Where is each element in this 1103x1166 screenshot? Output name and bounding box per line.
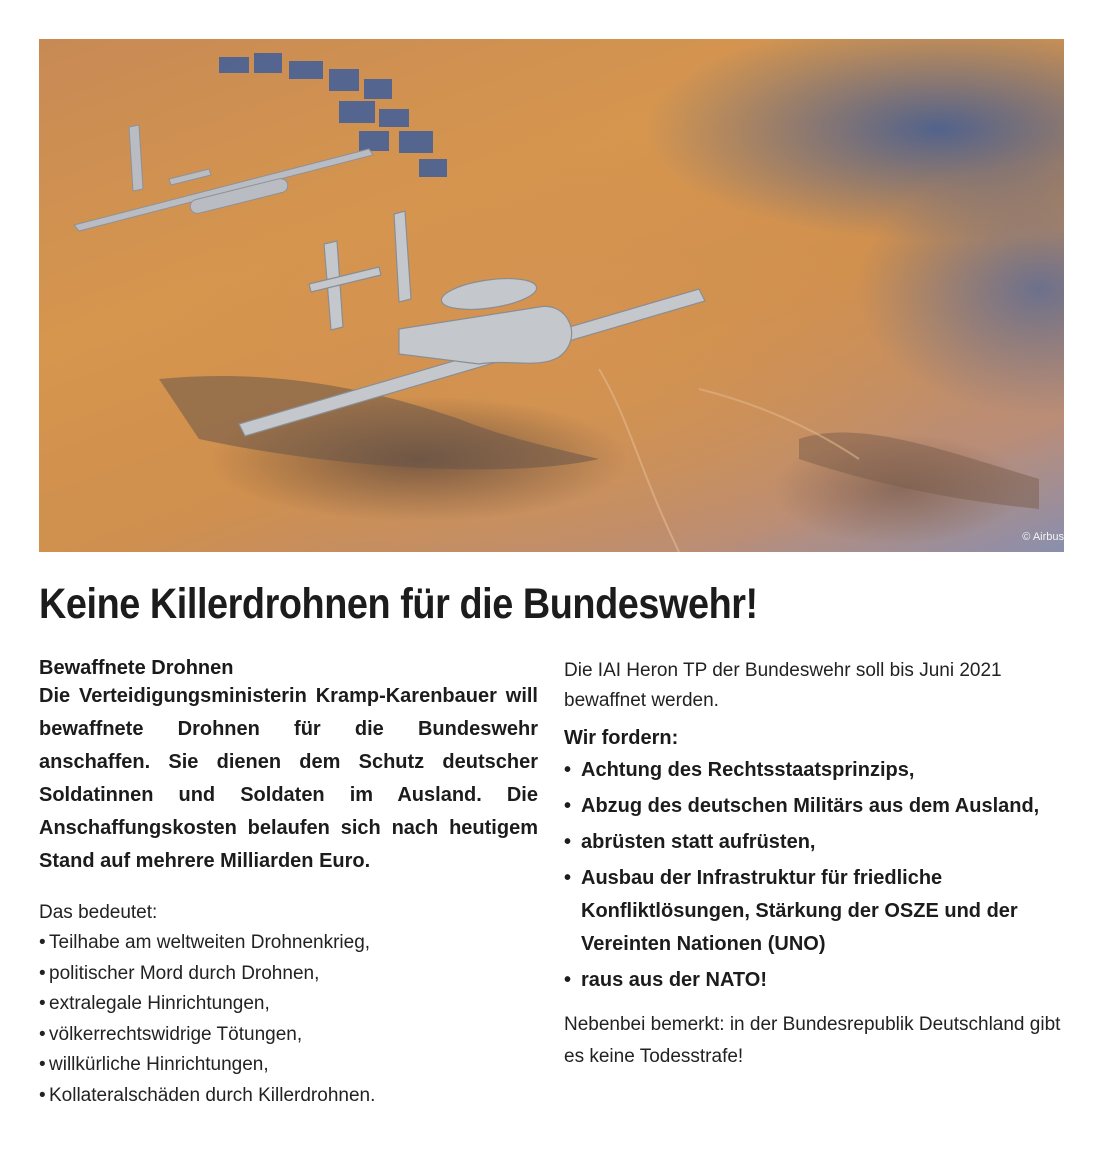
meaning-list	[39, 928, 538, 1111]
list-item: • abrüsten statt aufrüsten,	[564, 831, 816, 853]
demands-list	[564, 754, 1064, 997]
list-item: • Kollateralschäden durch Killerdrohnen.	[39, 1084, 376, 1106]
demands-label: Wir fordern:	[564, 727, 679, 749]
photo-credit: © Airbus	[1022, 531, 1064, 543]
drone-illustration	[39, 39, 1064, 552]
list-item: • Achtung des Rechtsstaatsprinzips,	[564, 759, 915, 781]
left-column	[39, 656, 538, 1111]
list-item: • Abzug des deutschen Militärs aus dem Ausland,	[564, 795, 1040, 817]
list-item: • völkerrechtswidrige Tötungen,	[39, 1023, 303, 1045]
list-item: • Teilhabe am weltweiten Drohnenkrieg,	[39, 932, 371, 953]
list-item: • willkürliche Hinrichtungen,	[39, 1054, 269, 1075]
heron-text: Die IAI Heron TP der Bundeswehr soll bis Juni 2021 bewaffnet werden.	[564, 660, 1002, 711]
list-item: • extralegale Hinrichtungen,	[39, 993, 270, 1014]
list-item: • raus aus der NATO!	[564, 969, 767, 991]
hero-photo	[39, 39, 1064, 552]
list-item: • politischer Mord durch Drohnen,	[39, 962, 320, 984]
section-subtitle: Bewaffnete Drohnen	[39, 657, 234, 679]
right-column	[564, 656, 1064, 1073]
list-item: • Ausbau der Infrastruktur für friedliche Konfliktlösungen, Stärkung der OSZE und der Vereinten Nationen (UNO)	[564, 867, 1018, 955]
intro-paragraph: Die Verteidigungsministerin Kramp-Karenbauer will bewaffnete Drohnen für die Bundeswehr anschaffen. Sie dienen dem Schutz deutscher Soldatinnen und Soldaten im Ausland. Die Anschaffungskosten belaufen sich nach heutigem Stand auf mehrere Milliarden Euro.	[39, 685, 538, 872]
footnote: Nebenbei bemerkt: in der Bundesrepublik Deutschland gibt es keine Todesstrafe!	[564, 1014, 1061, 1067]
page-title: Keine Killerdrohnen für die Bundeswehr!	[39, 580, 758, 628]
meaning-label: Das bedeutet:	[39, 902, 158, 923]
